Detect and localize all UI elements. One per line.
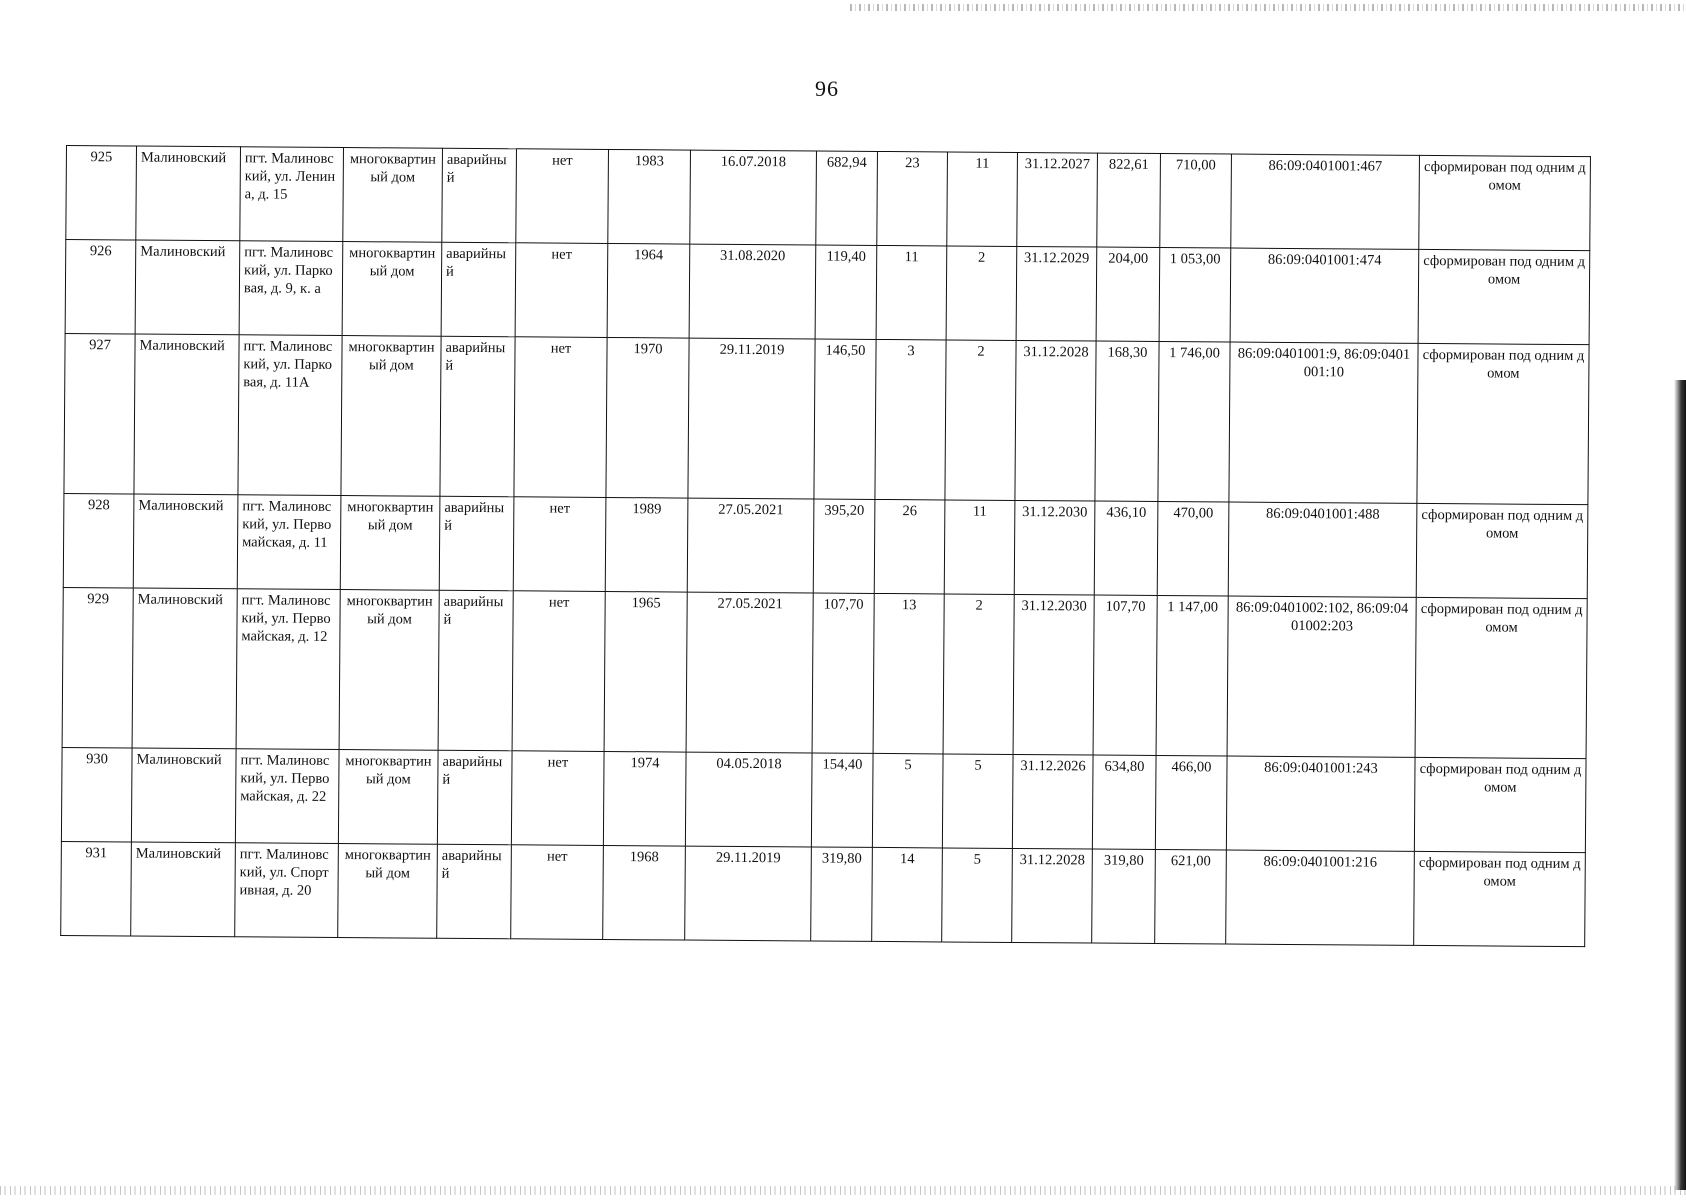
cell-status: аварийный [441,242,516,337]
cell-status: аварийный [437,844,512,939]
cell-deadline: 31.12.2028 [1012,848,1093,943]
cell-deadline: 31.12.2030 [1013,594,1094,755]
cell-cost: 1 147,00 [1156,596,1228,757]
cell-address: пгт. Малиновский, ул. Первомайская, д. 12 [236,589,340,750]
cell-flag: нет [513,497,606,592]
cell-cost: 621,00 [1155,850,1227,945]
cell-date: 27.05.2021 [687,498,814,593]
cell-house-type: многоквартиный дом [341,336,441,497]
cell-flag: нет [514,337,607,498]
cell-flag: нет [516,149,609,244]
cell-flag: нет [511,845,604,940]
cell-residents: 5 [872,753,943,848]
cell-area-2: 107,70 [1093,595,1157,755]
cell-residents: 26 [874,499,945,594]
cell-number: 927 [64,333,135,494]
cell-rooms: 5 [942,848,1013,943]
table-row [66,146,1591,251]
cell-land-status: сформирован под одним домом [1417,343,1589,504]
cell-cadastral: 86:09:0401001:467 [1231,154,1420,249]
cell-area-2: 822,61 [1097,153,1161,247]
table-row [63,493,1588,598]
cell-land-status: сформирован под одним домом [1414,851,1586,946]
cell-year: 1970 [606,337,689,498]
cell-area-2: 436,10 [1094,501,1158,595]
cell-land-status: сформирован под одним домом [1419,155,1591,250]
cell-year: 1989 [605,497,688,592]
table-row [65,240,1590,345]
housing-table-wrapper [60,145,1591,947]
cell-year: 1983 [608,149,691,244]
cell-area: 146,50 [814,339,876,499]
cell-address: пгт. Малиновский, ул. Первомайская, д. 22 [235,749,339,844]
cell-land-status: сформирован под одним домом [1418,249,1590,344]
cell-date: 29.11.2019 [688,338,815,499]
cell-flag: нет [515,243,608,338]
cell-municipality: Малиновский [133,494,238,589]
cell-rooms: 5 [942,754,1013,849]
cell-municipality: Малиновский [132,588,237,749]
cell-status: аварийный [438,590,513,751]
cell-flag: нет [512,591,605,752]
cell-deadline: 31.12.2030 [1014,500,1095,595]
cell-status: аварийный [440,336,515,497]
cell-residents: 3 [875,339,946,500]
cell-land-status: сформирован под одним домом [1416,503,1588,598]
cell-residents: 13 [873,593,944,754]
cell-address: пгт. Малиновский, ул. Ленина, д. 15 [240,147,344,242]
cell-cadastral: 86:09:0401001:9, 86:09:0401001:10 [1229,342,1418,503]
cell-cost: 466,00 [1155,756,1227,851]
cell-land-status: сформирован под одним домом [1414,757,1586,852]
cell-cost: 470,00 [1157,502,1229,597]
cell-address: пгт. Малиновский, ул. Первомайская, д. 11 [237,495,341,590]
scan-noise-bottom [0,1186,1686,1195]
cell-date: 27.05.2021 [686,592,813,753]
cell-rooms: 2 [946,246,1017,341]
cell-date: 31.08.2020 [689,244,816,339]
cell-area: 682,94 [816,151,878,245]
cell-cadastral: 86:09:0401001:474 [1230,248,1419,343]
cell-area-2: 204,00 [1096,247,1160,341]
cell-land-status: сформирован под одним домом [1415,597,1587,758]
cell-house-type: многоквартиный дом [342,242,442,337]
cell-status: аварийный [437,750,512,845]
cell-rooms: 11 [944,500,1015,595]
table-row [64,333,1589,504]
cell-number: 925 [66,146,137,241]
cell-area-2: 634,80 [1092,755,1156,849]
cell-year: 1965 [604,591,687,752]
cell-cadastral: 86:09:0401002:102, 86:09:0401002:203 [1227,596,1416,757]
cell-area-2: 168,30 [1095,341,1159,501]
cell-number: 926 [65,240,136,335]
cell-residents: 14 [872,847,943,942]
cell-municipality: Малиновский [131,748,236,843]
cell-cadastral: 86:09:0401001:243 [1226,756,1415,851]
cell-status: аварийный [442,148,517,243]
cell-area: 319,80 [811,847,873,941]
cell-number: 930 [61,747,132,842]
cell-year: 1968 [603,845,686,940]
emergency-housing-table [60,145,1591,947]
cell-cost: 1 746,00 [1158,342,1230,503]
cell-municipality: Малиновский [136,146,241,241]
cell-cadastral: 86:09:0401001:488 [1228,502,1417,597]
cell-area: 395,20 [813,499,875,593]
table-body [61,146,1591,947]
cell-number: 931 [61,841,132,936]
cell-residents: 23 [877,151,948,246]
cell-deadline: 31.12.2028 [1015,340,1096,501]
cell-rooms: 2 [945,340,1016,501]
cell-address: пгт. Малиновский, ул. Парковая, д. 9, к. а [239,241,343,336]
cell-status: аварийный [439,496,514,591]
cell-municipality: Малиновский [131,842,236,937]
cell-address: пгт. Малиновский, ул. Парковая, д. 11А [238,335,342,496]
cell-municipality: Малиновский [135,240,240,335]
table-row [61,841,1586,946]
cell-cadastral: 86:09:0401001:216 [1226,850,1415,945]
cell-date: 16.07.2018 [690,150,817,245]
scan-noise-top [850,4,1686,11]
cell-house-type: многоквартиный дом [338,750,438,845]
cell-cost: 1 053,00 [1159,248,1231,343]
cell-year: 1964 [607,243,690,338]
cell-number: 929 [62,587,133,748]
cell-house-type: многоквартиный дом [340,496,440,591]
cell-house-type: многоквартиный дом [338,844,438,939]
cell-area: 107,70 [812,593,874,753]
cell-deadline: 31.12.2027 [1017,152,1098,247]
cell-house-type: многоквартиный дом [339,590,439,751]
cell-municipality: Малиновский [134,334,239,495]
cell-address: пгт. Малиновский, ул. Спортивная, д. 20 [235,843,339,938]
cell-residents: 11 [876,245,947,340]
cell-year: 1974 [603,751,686,846]
cell-flag: нет [511,751,604,846]
cell-rooms: 11 [947,152,1018,247]
cell-rooms: 2 [943,594,1014,755]
cell-area: 154,40 [811,753,873,847]
page-number: 96 [815,76,839,101]
table-row [61,747,1586,852]
cell-cost: 710,00 [1160,154,1232,249]
cell-number: 928 [63,493,134,588]
scan-edge-shadow [1674,380,1686,1190]
cell-deadline: 31.12.2029 [1016,246,1097,341]
cell-house-type: многоквартиный дом [343,148,443,243]
cell-area: 119,40 [815,245,877,339]
cell-area-2: 319,80 [1092,849,1156,943]
table-row [62,587,1587,758]
cell-deadline: 31.12.2026 [1012,754,1093,849]
cell-date: 04.05.2018 [685,752,812,847]
cell-date: 29.11.2019 [685,846,812,941]
